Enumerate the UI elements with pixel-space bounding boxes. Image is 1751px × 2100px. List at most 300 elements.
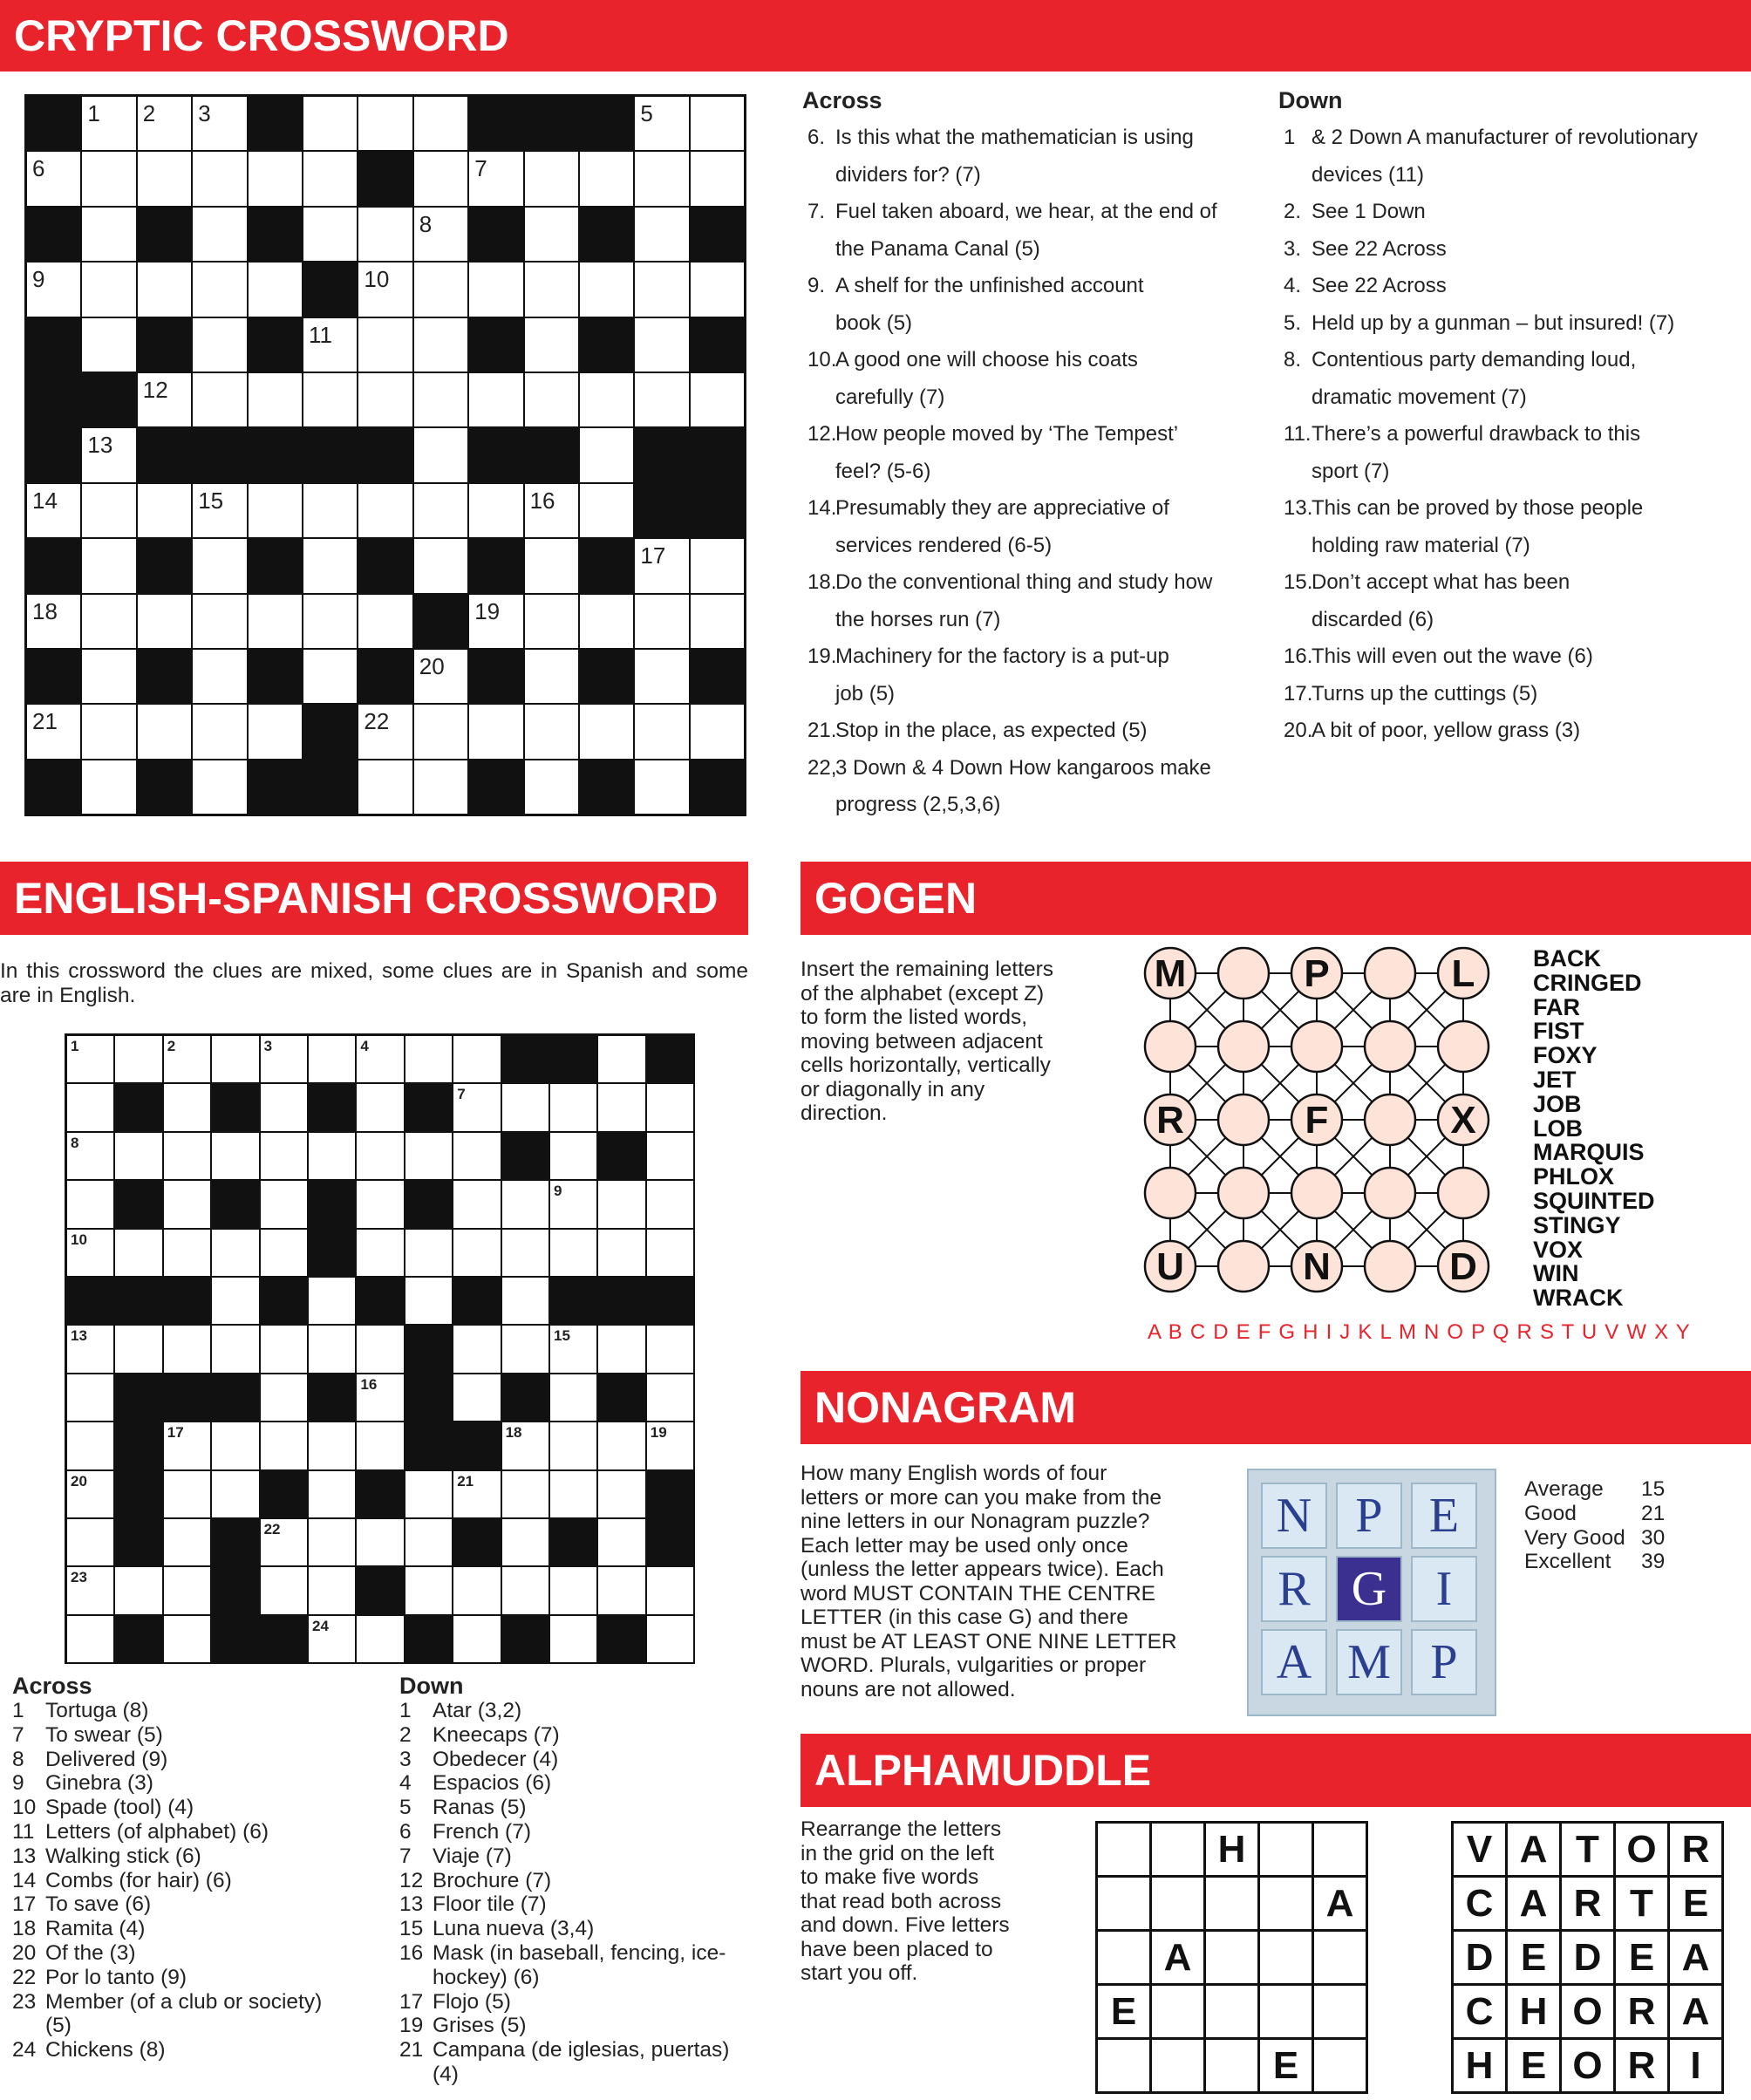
grid-cell[interactable] — [550, 1230, 598, 1278]
grid-cell[interactable] — [164, 1471, 212, 1519]
grid-cell[interactable] — [309, 1133, 357, 1181]
grid-cell[interactable] — [303, 484, 358, 539]
grid-cell[interactable] — [164, 1181, 212, 1229]
grid-cell[interactable] — [193, 484, 248, 539]
grid-cell[interactable] — [414, 705, 469, 760]
grid-block — [647, 1278, 695, 1326]
grid-cell[interactable] — [164, 1084, 212, 1132]
grid-cell[interactable] — [249, 373, 303, 428]
grid-cell[interactable] — [67, 1471, 115, 1519]
grid-cell[interactable] — [27, 705, 82, 760]
grid-cell[interactable] — [303, 650, 358, 705]
alphamuddle-answer-cell[interactable] — [1095, 1821, 1152, 1878]
gogen-cell[interactable] — [1145, 1168, 1196, 1218]
grid-cell[interactable] — [193, 97, 248, 152]
grid-cell[interactable] — [115, 1326, 163, 1374]
grid-cell[interactable] — [453, 1471, 501, 1519]
grid-cell[interactable] — [405, 1567, 453, 1615]
grid-cell[interactable] — [647, 1422, 695, 1470]
grid-cell[interactable] — [138, 152, 193, 207]
grid-cell[interactable] — [525, 705, 580, 760]
grid-cell[interactable] — [309, 1326, 357, 1374]
grid-cell[interactable] — [598, 1326, 646, 1374]
grid-cell[interactable] — [358, 373, 413, 428]
grid-cell[interactable] — [453, 1567, 501, 1615]
grid-cell[interactable] — [525, 152, 580, 207]
grid-cell[interactable] — [598, 1567, 646, 1615]
grid-cell[interactable] — [550, 1181, 598, 1229]
grid-cell[interactable] — [115, 1567, 163, 1615]
grid-cell[interactable] — [164, 1616, 212, 1664]
grid-cell[interactable] — [525, 595, 580, 650]
grid-cell[interactable] — [405, 1133, 453, 1181]
grid-cell[interactable] — [193, 152, 248, 207]
grid-cell[interactable] — [598, 1422, 646, 1470]
grid-cell[interactable] — [261, 1181, 309, 1229]
grid-cell[interactable] — [358, 97, 413, 152]
grid-cell[interactable] — [580, 262, 635, 317]
grid-cell[interactable] — [647, 1181, 695, 1229]
clue — [802, 564, 1256, 638]
grid-cell[interactable] — [405, 1278, 453, 1326]
grid-cell[interactable] — [502, 1278, 550, 1326]
grid-cell[interactable] — [67, 1374, 115, 1422]
grid-cell[interactable] — [358, 318, 413, 373]
grid-cell[interactable] — [67, 1133, 115, 1181]
grid-cell[interactable] — [164, 1519, 212, 1567]
grid-cell[interactable] — [502, 1084, 550, 1132]
alphamuddle-answer-cell[interactable] — [1312, 1929, 1368, 1986]
grid-cell[interactable] — [550, 1326, 598, 1374]
grid-cell[interactable] — [469, 595, 524, 650]
grid-cell[interactable] — [691, 539, 746, 594]
grid-cell[interactable] — [261, 1422, 309, 1470]
grid-cell[interactable] — [635, 595, 690, 650]
grid-cell[interactable] — [598, 1230, 646, 1278]
grid-cell[interactable] — [27, 595, 82, 650]
clue — [399, 2014, 766, 2038]
grid-block — [580, 97, 635, 152]
alphamuddle-answer-cell[interactable]: A — [1312, 1875, 1368, 1932]
grid-cell[interactable] — [502, 1230, 550, 1278]
grid-cell[interactable] — [358, 705, 413, 760]
grid-cell[interactable] — [414, 97, 469, 152]
alphamuddle-answer-cell[interactable] — [1257, 1929, 1314, 1986]
grid-cell[interactable] — [647, 1374, 695, 1422]
grid-cell[interactable] — [261, 1036, 309, 1084]
grid-cell[interactable] — [193, 705, 248, 760]
grid-block — [115, 1278, 163, 1326]
alphamuddle-answer-cell[interactable] — [1149, 1983, 1206, 2040]
grid-cell[interactable] — [357, 1422, 405, 1470]
gogen-cell[interactable] — [1218, 1094, 1269, 1145]
grid-cell[interactable] — [358, 760, 413, 815]
grid-cell[interactable] — [164, 1567, 212, 1615]
grid-cell[interactable] — [550, 1471, 598, 1519]
grid-cell[interactable] — [525, 650, 580, 705]
grid-cell[interactable] — [647, 1133, 695, 1181]
alphamuddle-answer-cell[interactable]: H — [1203, 1821, 1260, 1878]
grid-cell[interactable] — [405, 1036, 453, 1084]
grid-cell[interactable] — [249, 484, 303, 539]
grid-cell[interactable] — [303, 595, 358, 650]
grid-block — [138, 760, 193, 815]
grid-cell[interactable] — [309, 1422, 357, 1470]
grid-cell[interactable] — [647, 1084, 695, 1132]
gogen-cell[interactable] — [1365, 948, 1415, 999]
grid-cell[interactable] — [580, 428, 635, 483]
gogen-cell[interactable] — [1438, 1021, 1489, 1072]
gogen-banner — [801, 862, 1751, 935]
grid-cell[interactable] — [357, 1036, 405, 1084]
grid-cell[interactable] — [525, 373, 580, 428]
gogen-cell[interactable] — [1218, 1021, 1269, 1072]
grid-cell[interactable] — [550, 1133, 598, 1181]
grid-cell[interactable] — [525, 760, 580, 815]
grid-cell[interactable] — [414, 428, 469, 483]
grid-cell[interactable] — [82, 318, 137, 373]
grid-cell[interactable] — [82, 262, 137, 317]
grid-cell[interactable] — [303, 208, 358, 262]
clue — [12, 1869, 387, 1893]
alphamuddle-answer-cell[interactable] — [1095, 1929, 1152, 1986]
grid-cell[interactable] — [82, 650, 137, 705]
grid-cell[interactable] — [164, 1036, 212, 1084]
alphamuddle-answer-cell[interactable] — [1312, 2037, 1368, 2094]
grid-cell[interactable] — [82, 760, 137, 815]
grid-cell[interactable] — [67, 1036, 115, 1084]
grid-cell[interactable] — [358, 595, 413, 650]
grid-cell[interactable] — [691, 152, 746, 207]
grid-cell[interactable] — [193, 539, 248, 594]
clue-number: 10 — [364, 266, 390, 293]
alphamuddle-answer-cell[interactable] — [1149, 1821, 1206, 1878]
clue-number: 15 — [399, 1917, 424, 1941]
grid-cell[interactable] — [453, 1084, 501, 1132]
grid-cell[interactable] — [414, 208, 469, 262]
grid-cell[interactable] — [635, 318, 690, 373]
grid-cell[interactable] — [550, 1422, 598, 1470]
grid-cell[interactable] — [193, 208, 248, 262]
grid-cell[interactable] — [525, 484, 580, 539]
grid-cell[interactable] — [309, 1616, 357, 1664]
alphamuddle-letter-cell: A — [1505, 1821, 1562, 1878]
grid-cell[interactable] — [647, 1567, 695, 1615]
alphamuddle-answer-cell[interactable] — [1095, 1875, 1152, 1932]
gogen-cell[interactable] — [1365, 1168, 1415, 1218]
grid-cell[interactable] — [635, 705, 690, 760]
grid-cell[interactable] — [691, 705, 746, 760]
grid-cell[interactable] — [27, 484, 82, 539]
grid-cell[interactable] — [193, 595, 248, 650]
clue-number: 9 — [554, 1183, 562, 1200]
gogen-cell[interactable] — [1218, 1241, 1269, 1292]
grid-cell[interactable] — [691, 97, 746, 152]
grid-cell[interactable] — [580, 595, 635, 650]
grid-cell[interactable] — [469, 484, 524, 539]
grid-cell[interactable] — [647, 1230, 695, 1278]
grid-cell[interactable] — [67, 1567, 115, 1615]
grid-cell[interactable] — [249, 262, 303, 317]
grid-cell[interactable] — [303, 97, 358, 152]
grid-cell[interactable] — [164, 1422, 212, 1470]
grid-cell[interactable] — [164, 1326, 212, 1374]
grid-cell[interactable] — [453, 1133, 501, 1181]
grid-cell[interactable] — [261, 1519, 309, 1567]
grid-cell[interactable] — [115, 1230, 163, 1278]
grid-cell[interactable] — [635, 539, 690, 594]
grid-cell[interactable] — [357, 1181, 405, 1229]
grid-cell[interactable] — [82, 705, 137, 760]
grid-cell[interactable] — [67, 1326, 115, 1374]
alphamuddle-answer-cell[interactable] — [1203, 2037, 1260, 2094]
grid-cell[interactable] — [598, 1519, 646, 1567]
grid-cell[interactable] — [138, 595, 193, 650]
grid-cell[interactable] — [550, 1567, 598, 1615]
grid-cell[interactable] — [358, 262, 413, 317]
grid-cell[interactable] — [469, 373, 524, 428]
grid-cell[interactable] — [249, 595, 303, 650]
grid-cell[interactable] — [357, 1084, 405, 1132]
clue — [399, 1748, 766, 1772]
grid-cell[interactable] — [261, 1133, 309, 1181]
grid-cell[interactable] — [164, 1230, 212, 1278]
grid-cell[interactable] — [193, 318, 248, 373]
grid-cell[interactable] — [82, 484, 137, 539]
grid-cell[interactable] — [261, 1084, 309, 1132]
grid-cell[interactable] — [502, 1326, 550, 1374]
grid-cell[interactable] — [115, 1036, 163, 1084]
grid-cell[interactable] — [469, 152, 524, 207]
grid-cell[interactable] — [82, 97, 137, 152]
grid-cell[interactable] — [635, 97, 690, 152]
grid-cell[interactable] — [193, 760, 248, 815]
alphamuddle-letter-cell: D — [1559, 1929, 1616, 1986]
grid-cell[interactable] — [309, 1567, 357, 1615]
grid-cell[interactable] — [550, 1084, 598, 1132]
grid-cell[interactable] — [635, 760, 690, 815]
grid-cell[interactable] — [261, 1567, 309, 1615]
grid-cell[interactable] — [357, 1230, 405, 1278]
gogen-cell[interactable] — [1365, 1094, 1415, 1145]
alphamuddle-answer-cell[interactable] — [1203, 1929, 1260, 1986]
grid-cell[interactable] — [414, 318, 469, 373]
grid-cell[interactable] — [635, 650, 690, 705]
grid-cell[interactable] — [67, 1519, 115, 1567]
grid-cell[interactable] — [27, 152, 82, 207]
alphamuddle-answer-cell[interactable] — [1149, 2037, 1206, 2094]
grid-cell[interactable] — [357, 1519, 405, 1567]
alphamuddle-answer-cell[interactable] — [1095, 2037, 1152, 2094]
grid-cell[interactable] — [193, 373, 248, 428]
grid-cell[interactable] — [525, 318, 580, 373]
grid-cell[interactable] — [453, 1230, 501, 1278]
grid-cell[interactable] — [405, 1230, 453, 1278]
clue-number: 13. — [1284, 496, 1313, 520]
grid-cell[interactable] — [691, 373, 746, 428]
alphamuddle-answer-cell[interactable]: E — [1257, 2037, 1314, 2094]
grid-cell[interactable] — [309, 1519, 357, 1567]
grid-cell[interactable] — [212, 1230, 260, 1278]
grid-cell[interactable] — [249, 705, 303, 760]
grid-cell[interactable] — [309, 1036, 357, 1084]
grid-cell[interactable] — [138, 262, 193, 317]
clue-number: 16. — [1284, 644, 1313, 668]
grid-cell[interactable] — [357, 1133, 405, 1181]
grid-cell[interactable] — [303, 373, 358, 428]
alphamuddle-answer-cell[interactable] — [1257, 1821, 1314, 1878]
grid-cell[interactable] — [67, 1616, 115, 1664]
gogen-cell[interactable] — [1365, 1241, 1415, 1292]
grid-cell[interactable] — [261, 1326, 309, 1374]
grid-cell[interactable] — [82, 208, 137, 262]
grid-cell[interactable] — [27, 262, 82, 317]
grid-cell[interactable] — [303, 152, 358, 207]
gogen-letter: F — [1305, 1099, 1329, 1142]
grid-cell[interactable] — [414, 262, 469, 317]
grid-cell[interactable] — [358, 208, 413, 262]
grid-cell[interactable] — [261, 1374, 309, 1422]
gogen-cell[interactable] — [1218, 1168, 1269, 1218]
alphamuddle-answer-cell[interactable] — [1257, 1983, 1314, 2040]
gogen-cell[interactable] — [1291, 1168, 1342, 1218]
grid-cell[interactable] — [502, 1181, 550, 1229]
grid-cell[interactable] — [193, 262, 248, 317]
grid-cell[interactable] — [82, 428, 137, 483]
grid-cell[interactable] — [502, 1519, 550, 1567]
grid-cell[interactable] — [635, 152, 690, 207]
grid-cell[interactable] — [453, 1181, 501, 1229]
grid-cell[interactable] — [67, 1230, 115, 1278]
grid-cell[interactable] — [212, 1278, 260, 1326]
grid-cell[interactable] — [502, 1567, 550, 1615]
clue — [802, 712, 1256, 750]
gogen-cell[interactable] — [1365, 1021, 1415, 1072]
grid-cell[interactable] — [453, 1326, 501, 1374]
alphamuddle-answer-cell[interactable] — [1257, 1875, 1314, 1932]
grid-cell[interactable] — [249, 152, 303, 207]
grid-cell[interactable] — [525, 262, 580, 317]
alphamuddle-answer-cell[interactable] — [1203, 1983, 1260, 2040]
grid-cell[interactable] — [550, 1616, 598, 1664]
grid-cell[interactable] — [635, 208, 690, 262]
grid-cell[interactable] — [691, 262, 746, 317]
grid-cell[interactable] — [635, 373, 690, 428]
grid-cell[interactable] — [580, 705, 635, 760]
grid-cell[interactable] — [82, 152, 137, 207]
grid-cell[interactable] — [414, 484, 469, 539]
grid-cell[interactable] — [357, 1326, 405, 1374]
grid-cell[interactable] — [212, 1036, 260, 1084]
grid-cell[interactable] — [598, 1181, 646, 1229]
alphamuddle-answer-cell[interactable] — [1203, 1875, 1260, 1932]
grid-cell[interactable] — [580, 484, 635, 539]
grid-cell[interactable] — [67, 1422, 115, 1470]
grid-cell[interactable] — [414, 373, 469, 428]
alphamuddle-answer-cell[interactable] — [1312, 1983, 1368, 2040]
grid-cell[interactable] — [414, 539, 469, 594]
grid-cell[interactable] — [261, 1230, 309, 1278]
clue — [12, 1723, 387, 1748]
grid-cell[interactable] — [469, 262, 524, 317]
grid-cell[interactable] — [358, 484, 413, 539]
grid-cell[interactable] — [414, 760, 469, 815]
gogen-cell[interactable] — [1145, 1021, 1196, 1072]
grid-cell[interactable] — [635, 262, 690, 317]
grid-cell[interactable] — [67, 1084, 115, 1132]
grid-cell[interactable] — [303, 318, 358, 373]
grid-cell[interactable] — [647, 1616, 695, 1664]
clue-text: A good one will choose his coats — [835, 348, 1138, 372]
grid-cell[interactable] — [67, 1181, 115, 1229]
grid-cell[interactable] — [405, 1519, 453, 1567]
grid-cell[interactable] — [502, 1422, 550, 1470]
grid-cell[interactable] — [453, 1616, 501, 1664]
alphamuddle-letter-cell: I — [1667, 2037, 1724, 2094]
grid-cell[interactable] — [525, 208, 580, 262]
grid-cell[interactable] — [357, 1616, 405, 1664]
grid-cell[interactable] — [598, 1471, 646, 1519]
grid-cell[interactable] — [309, 1278, 357, 1326]
alphamuddle-letter-cell: C — [1451, 1875, 1508, 1932]
grid-cell[interactable] — [469, 705, 524, 760]
clue-number: 19 — [399, 2014, 424, 2038]
grid-cell[interactable] — [82, 595, 137, 650]
gogen-cell[interactable] — [1218, 948, 1269, 999]
grid-cell[interactable] — [453, 1036, 501, 1084]
grid-cell[interactable] — [598, 1036, 646, 1084]
grid-cell[interactable] — [212, 1133, 260, 1181]
grid-cell[interactable] — [212, 1422, 260, 1470]
grid-cell[interactable] — [309, 1471, 357, 1519]
grid-cell[interactable] — [212, 1326, 260, 1374]
grid-cell[interactable] — [138, 484, 193, 539]
grid-cell[interactable] — [303, 539, 358, 594]
grid-cell[interactable] — [115, 1133, 163, 1181]
grid-cell[interactable] — [138, 97, 193, 152]
grid-cell[interactable] — [525, 539, 580, 594]
grid-cell[interactable] — [138, 373, 193, 428]
clue-text: holding raw material (7) — [1312, 533, 1530, 557]
grid-cell[interactable] — [164, 1133, 212, 1181]
gogen-cell[interactable] — [1438, 1168, 1489, 1218]
grid-cell[interactable] — [691, 595, 746, 650]
grid-cell[interactable] — [212, 1471, 260, 1519]
alphamuddle-answer-cell[interactable]: A — [1149, 1929, 1206, 1986]
grid-cell[interactable] — [405, 1471, 453, 1519]
gogen-cell[interactable] — [1291, 1021, 1342, 1072]
grid-cell[interactable] — [414, 152, 469, 207]
grid-cell[interactable] — [647, 1326, 695, 1374]
grid-cell[interactable] — [82, 539, 137, 594]
grid-cell[interactable] — [580, 373, 635, 428]
grid-cell[interactable] — [550, 1374, 598, 1422]
grid-block — [469, 428, 524, 483]
clue-number: 16 — [399, 1940, 424, 1965]
grid-cell[interactable] — [357, 1374, 405, 1422]
grid-block — [249, 428, 303, 483]
grid-cell[interactable] — [138, 705, 193, 760]
grid-cell[interactable] — [502, 1471, 550, 1519]
grid-cell[interactable] — [414, 650, 469, 705]
alphamuddle-answer-cell[interactable] — [1312, 1821, 1368, 1878]
alphamuddle-answer-cell[interactable]: E — [1095, 1983, 1152, 2040]
alphamuddle-answer-cell[interactable] — [1149, 1875, 1206, 1932]
grid-cell[interactable] — [193, 650, 248, 705]
grid-cell[interactable] — [453, 1374, 501, 1422]
grid-cell[interactable] — [598, 1084, 646, 1132]
grid-cell[interactable] — [580, 152, 635, 207]
